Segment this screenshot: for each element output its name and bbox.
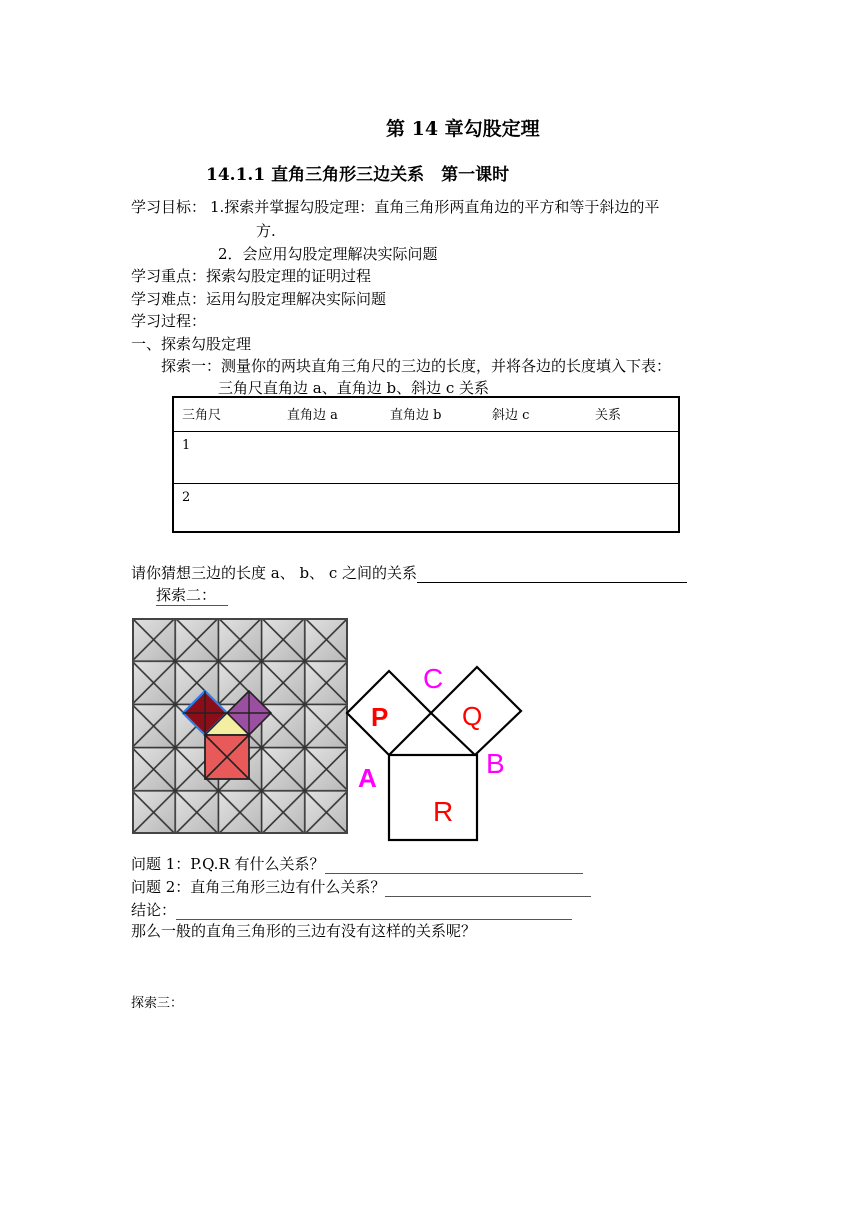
learning-difficulty: 学习难点：运用勾股定理解决实际问题: [131, 290, 387, 308]
answer-blank[interactable]: [385, 882, 591, 897]
table-header-cell: 关系: [595, 408, 622, 423]
table-header-row: [174, 398, 678, 432]
answer-blank[interactable]: [417, 568, 687, 583]
label-q: Q: [462, 701, 483, 731]
question-2: [131, 876, 591, 897]
explore-2-heading: [156, 584, 228, 606]
page-title: 第 14 章勾股定理: [386, 118, 540, 140]
section-1-heading: 一、探索勾股定理: [131, 335, 252, 353]
grid-figure: [132, 618, 348, 834]
table-row[interactable]: [174, 432, 678, 484]
explore-2-text: 探索二：: [156, 584, 228, 606]
table-row-index: 2: [182, 490, 191, 505]
square-p: [347, 671, 431, 755]
label-c: C: [423, 663, 444, 694]
goal-2: 2．会应用勾股定理解决实际问题: [218, 245, 438, 263]
conclusion-label: 结论：: [131, 901, 177, 919]
answer-blank[interactable]: [176, 905, 572, 920]
question-1-text: 问题 1：P.Q.R 有什么关系？: [131, 855, 325, 873]
table-header-cell: 斜边 c: [492, 408, 530, 423]
table-row[interactable]: [174, 484, 678, 533]
lesson-subtitle: 14.1.1 直角三角形三边关系 第一课时: [206, 165, 510, 185]
square-r-shape: [205, 735, 249, 779]
question-2-text: 问题 2：直角三角形三边有什么关系？: [131, 878, 386, 896]
goals-label: 学习目标：: [131, 198, 207, 216]
general-question: 那么一般的直角三角形的三边有没有这样的关系呢？: [131, 922, 477, 940]
pythagoras-squares-figure: [345, 655, 525, 845]
table-header-cell: 直角边 a: [287, 408, 338, 423]
learning-process: 学习过程：: [131, 312, 207, 330]
conclusion: [131, 899, 572, 920]
label-r: R: [433, 796, 454, 827]
question-1: [131, 853, 583, 874]
label-p: P: [371, 702, 389, 732]
label-b: B: [486, 748, 505, 779]
guess-question: [131, 562, 687, 583]
answer-blank[interactable]: [325, 859, 583, 874]
explore-1-text: 探索一：测量你的两块直角三角尺的三边的长度，并将各边的长度填入下表：: [161, 357, 672, 375]
goal-1-line1: 1.探索并掌握勾股定理：直角三角形两直角边的平方和等于斜边的平: [210, 198, 660, 216]
explore-3-heading: 探索三：: [131, 996, 184, 1011]
label-a: A: [358, 763, 377, 793]
guess-text: 请你猜想三边的长度 a、 b、 c 之间的关系: [131, 564, 418, 582]
table-header-cell: 三角尺: [182, 408, 222, 423]
goal-1-line2: 方.: [256, 222, 276, 240]
table-caption: 三角尺直角边 a、直角边 b、斜边 c 关系: [218, 379, 490, 397]
table-header-cell: 直角边 b: [390, 408, 442, 423]
measurement-table: [172, 396, 680, 533]
table-row-index: 1: [182, 438, 191, 453]
learning-focus: 学习重点：探索勾股定理的证明过程: [131, 267, 372, 285]
